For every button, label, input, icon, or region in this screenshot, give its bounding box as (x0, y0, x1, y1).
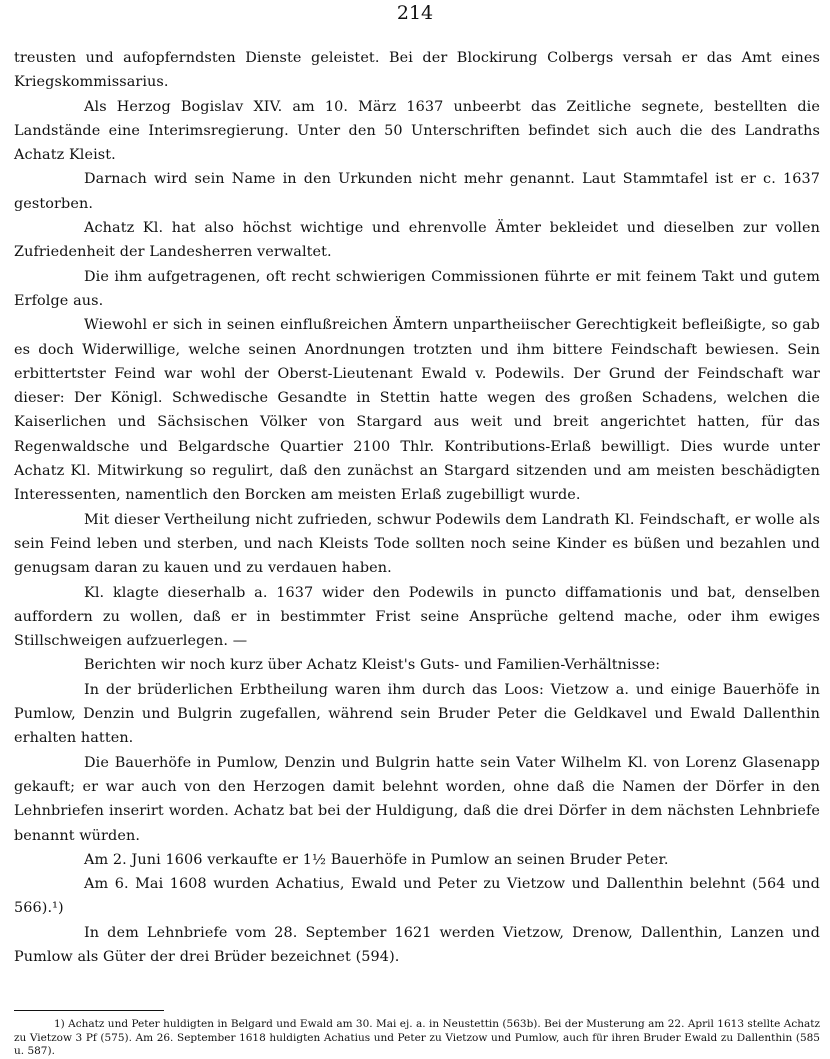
footnote-text: 1) Achatz und Peter huldigten in Belgard und Ewald am 30. Mai ej. a. in Neustettin (563b). Bei der Musterung am 22. April 1613 stellte Achatz zu Vietzow 3 Pf (575). Am 26. September 1618 huldigten Achatius und Peter zu Vietzow und Pumlow, auch für ihren Bruder Ewald zu Dallenthin (585 u. 587). (14, 1018, 820, 1057)
paragraph: In dem Lehnbriefe vom 28. September 1621 werden Vietzow, Drenow, Dallenthin, Lanzen und Pumlow als Güter der drei Brüder bezeichnet (594). (14, 924, 820, 965)
paragraph: Die Bauerhöfe in Pumlow, Denzin und Bulgrin hatte sein Vater Wilhelm Kl. von Lorenz Glasenapp gekauft; er war auch von den Herzogen damit belehnt worden, ohne daß die Namen der Dörfer in den Lehnbriefen inserirt worden. Achatz bat bei der Huldigung, daß die drei Dörfer in dem nächsten Lehnbriefe benannt würden. (14, 754, 820, 844)
paragraph: Am 2. Juni 1606 verkaufte er 1½ Bauerhöfe in Pumlow an seinen Bruder Peter. (84, 851, 669, 868)
paragraph: Kl. klagte dieserhalb a. 1637 wider den Podewils in puncto diffamationis und bat, denselben auffordern zu wollen, daß er in bestimmter Frist seine Ansprüche geltend mache, oder ihm ewiges Stillschweigen aufzuerlegen. — (14, 584, 820, 650)
paragraph: Darnach wird sein Name in den Urkunden nicht mehr genannt. Laut Stammtafel ist er c. 1637 gestorben. (14, 171, 820, 212)
paragraph: treusten und aufopferndsten Dienste geleistet. Bei der Blockirung Colbergs versah er das Amt eines Kriegskommissarius. (14, 50, 820, 91)
paragraph: Wiewohl er sich in seinen einflußreichen Ämtern unpartheiischer Gerechtigkeit befleißigte, so gab es doch Widerwillige, welche seinen Anordnungen trotzten und ihm bittere Feindschaft bewiesen. Sein erbittertster Feind war wohl der Oberst-Lieutenant Ewald v. Podewils. Der Grund der Feindschaft war dieser: Der Königl. Schwedische Gesandte in Stettin hatte wegen des großen Schadens, welchen die Kaiserlichen und Sächsischen Völker von Stargard aus weit und breit angerichtet hatten, für das Regenwaldsche und Belgardsche Quartier 2100 Thlr. Kontributions-Erlaß bewilligt. Dies wurde unter Achatz Kl. Mitwirkung so regulirt, daß den zunächst an Stargard sitzenden und am meisten beschädigten Interessenten, namentlich den Borcken am meisten Erlaß zugebilligt wurde. (14, 317, 820, 504)
paragraph: Am 6. Mai 1608 wurden Achatius, Ewald und Peter zu Vietzow und Dallenthin belehnt (564 und 566).¹) (14, 876, 820, 917)
paragraph: Die ihm aufgetragenen, oft recht schwierigen Commissionen führte er mit feinem Takt und gutem Erfolge aus. (14, 268, 820, 309)
paragraph: Berichten wir noch kurz über Achatz Kleist's Guts- und Familien-Verhältnisse: (84, 657, 661, 674)
page-number: 214 (396, 2, 434, 24)
paragraph: Als Herzog Bogislav XIV. am 10. März 1637 unbeerbt das Zeitliche segnete, bestellten die Landstände eine Interimsregierung. Unter den 50 Unterschriften befindet sich auch die des Landraths Achatz Kleist. (14, 98, 820, 164)
paragraph: Mit dieser Vertheilung nicht zufrieden, schwur Podewils dem Landrath Kl. Feindschaft, er wolle als sein Feind leben und sterben, und nach Kleists Tode sollten noch seine Kinder es büßen und bezahlen und genugsam daran zu kauen und zu verdauen haben. (14, 511, 820, 577)
footnote-divider (14, 1010, 164, 1011)
paragraph: In der brüderlichen Erbtheilung waren ihm durch das Loos: Vietzow a. und einige Bauerhöfe in Pumlow, Denzin und Bulgrin zugefallen, während sein Bruder Peter die Geldkavel und Ewald Dallenthin erhalten hatten. (14, 681, 820, 747)
footnote (14, 1018, 820, 1059)
body-text (14, 46, 820, 969)
paragraph: Achatz Kl. hat also höchst wichtige und ehrenvolle Ämter bekleidet und dieselben zur vollen Zufriedenheit der Landesherren verwaltet. (14, 220, 820, 261)
